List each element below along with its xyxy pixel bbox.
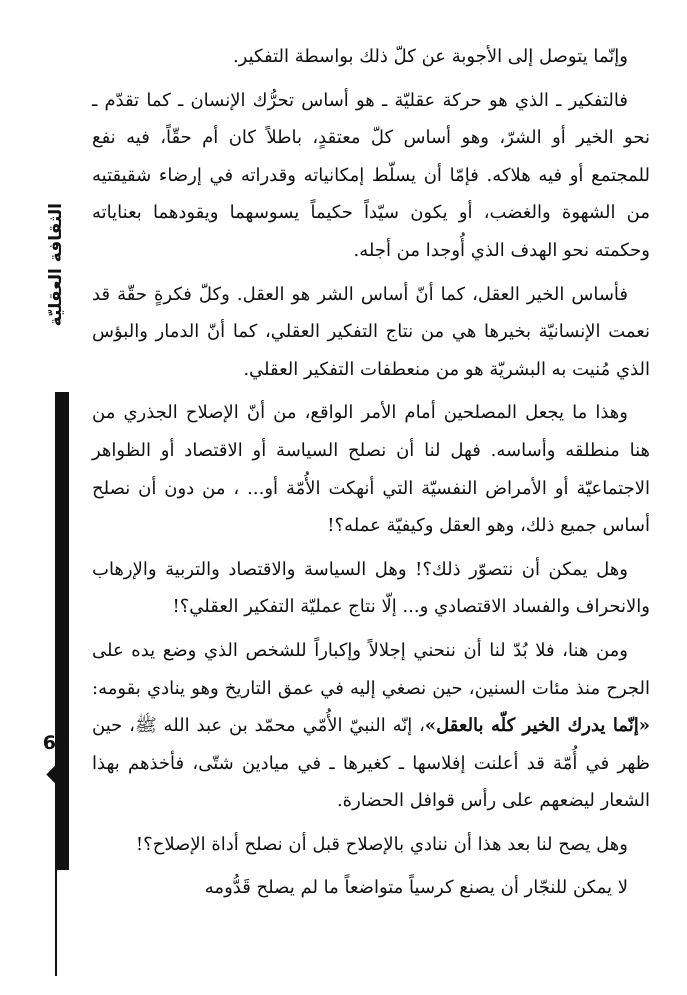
paragraph-6-rest: ، إنّه النبيّ الأُمّي محمّد بن عبد الله ﷺ، حين ظهر في أُمّة قد أعلنت إفلاسها ـ كغيرها ـ في ميادين شتّى، فأخذهم بهذا الشعار ليضعهم على رأس قوافل الحضارة.	[92, 715, 650, 812]
running-head	[38, 150, 74, 380]
paragraph-8: لا يمكن للنجّار أن يصنع كرسياً متواضعاً ما لم يصلح قَدُّومه	[204, 877, 628, 899]
page-number: 65	[42, 732, 70, 754]
paragraph-7: وهل يصح لنا بعد هذا أن ننادي بالإصلاح قبل أن نصلح أداة الإصلاح؟!	[135, 833, 628, 855]
paragraph-6-intro: ومن هنا، فلا بُدّ لنا أن ننحني إجلالاً وإكباراً للشخص الذي وضع يده على الجرح منذ مئات السنين، حين نصغي إليه في عمق التاريخ وهو ينادي بقومه:	[92, 639, 650, 699]
paragraph-5: وهل يمكن أن نتصوّر ذلك؟! وهل السياسة والاقتصاد والتربية والإرهاب والانحراف والفساد الاقتصادي و... إلّا نتاج عمليّة التفكير العقلي؟!	[92, 558, 650, 618]
page-margin-column	[38, 150, 74, 980]
paragraph-3: فأساس الخير العقل، كما أنّ أساس الشر هو العقل. وكلّ فكرةٍ حقّة قد نعمت الإنسانيّة بخيرها هي من نتاج التفكير العقلي، كما أنّ الدمار والبؤس الذي مُنيت به البشريّة هو من منعطفات التفكير العقلي.	[92, 283, 650, 380]
paragraph-4: وهذا ما يجعل المصلحين أمام الأمر الواقع، من أنّ الإصلاح الجذري من هنا منطلقه وأساسه. فهل لنا أن نصلح السياسة أو الاقتصاد أو الظواهر الاجتماعيّة أو الأمراض النفسيّة التي أنهكت الأُمّة أو... ، من دون أن نصلح أساس جميع ذلك، وهو العقل وكيفيّة عمله؟!	[92, 402, 650, 537]
paragraph-6	[92, 632, 650, 820]
body-text	[92, 38, 650, 913]
margin-black-bar	[55, 392, 69, 870]
paragraph-2: فالتفكير ـ الذي هو حركة عقليّة ـ هو أساس تحرُّك الإنسان ـ كما تقدّم ـ نحو الخير أو الشرّ، وهو أساس كلّ معتقدٍ، باطلاً كان أم حقّاً، فيه نفع للمجتمع أو فيه هلاكه. فإمّا أن يسلّط إمكانياته وقدراته في إرضاء شقيقتيه من الشهوة والغضب، أو يكون سيّداً حكيماً يسوسهما ويقودهما بعناياته وحكمته نحو الهدف الذي أُوجدا من أجله.	[92, 89, 650, 261]
paragraph-1: وإنّما يتوصل إلى الأجوبة عن كلّ ذلك بواسطة التفكير.	[232, 46, 628, 67]
running-head-text: الثقافة العقليّة	[46, 203, 66, 327]
hadith-quote: «إنّما يدرك الخير كلّه بالعقل»	[424, 715, 650, 737]
margin-rule-line	[55, 786, 57, 976]
